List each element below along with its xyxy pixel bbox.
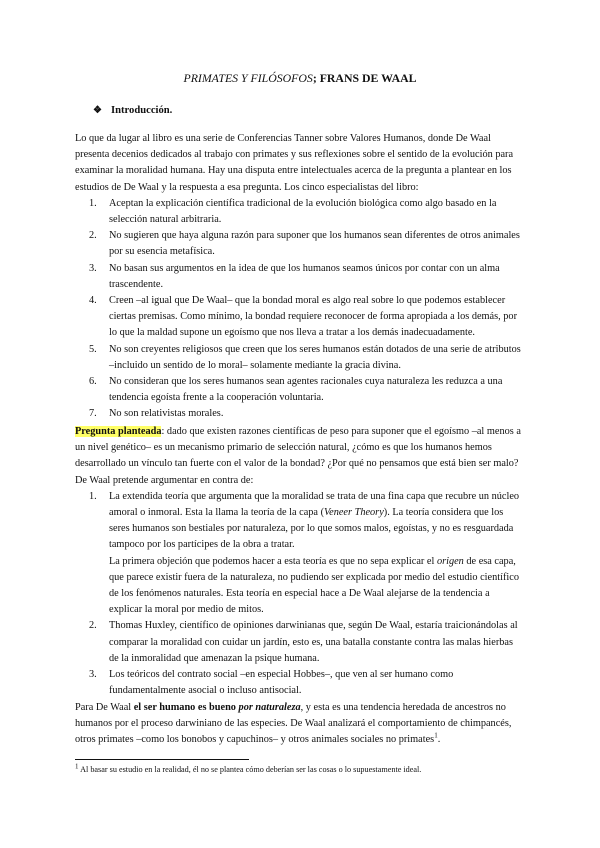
question-label: Pregunta planteada [75, 426, 162, 437]
title-author: FRANS DE WAAL [319, 71, 417, 85]
intro-block [75, 131, 525, 423]
footnote-ref[interactable]: 1 [434, 731, 438, 740]
list-number: 5. [89, 343, 97, 355]
list-item [75, 293, 525, 342]
diamond-bullet-icon: ❖ [93, 105, 102, 116]
list-item-text: No son creyentes religiosos que creen que los seres humanos están dotados de una serie de atributos –incluido un sentido de lo moral– solamente mediante la gracia divina. [109, 343, 521, 371]
list-number: 7. [89, 408, 97, 420]
closing-bold-italic: por naturaleza [235, 702, 301, 713]
closing-block [75, 700, 525, 749]
question-text: : dado que existen razones científicas de peso para suponer que el egoísmo –al menos a un nivel genético– es un mecanismo primario de selección natural, ¿cómo es que los humanos hemos desarrollado un vínculo tan fuerte con el valor de la bondad? ¿Por qué no pensamos que está bien ser malo? [75, 426, 521, 470]
list-item [75, 374, 525, 406]
closing-text: , y esta es una tendencia heredada de ancestros no humanos por el proceso darwiniano de las especies. De Waal analizará el comportamiento de chimpancés, otros primates –como los bonobos y capuchinos– y otros animales sociales no primates [75, 702, 512, 746]
list-item-text: No consideran que los seres humanos sean agentes racionales cuya naturaleza les reduzca a una tendencia egoísta frente a la cooperación voluntaria. [109, 376, 503, 404]
argument-text: Los teóricos del contrato social –en especial Hobbes–, que ven al ser humano como fundamentalmente asocial o incluso antisocial. [109, 669, 454, 697]
argument-text: ). La teoría considera que los seres humanos son bestiales por naturaleza, por lo que somos malos, egoístas, y no es resguardada tampoco por los partícipes de la obra a tratar. [109, 507, 514, 551]
list-item [75, 261, 525, 293]
footnote-divider [75, 759, 249, 760]
intro-paragraph: Lo que da lugar al libro es una serie de Conferencias Tanner sobre Valores Humanos, donde De Waal presenta decenios dedicados al trabajo con primates y sus reflexiones sobre el sentido de la evolución para examinar la moralidad humana. Hay una disputa entre intelectuales acerca de la pregunta a plantear en los estudios de De Waal y la respuesta a esa pregunta. Los cinco especialistas del libro: [75, 133, 514, 193]
list-number: 3. [89, 262, 97, 274]
list-number: 4. [89, 295, 97, 307]
list-item [75, 489, 525, 619]
list-number: 3. [89, 669, 97, 681]
title-separator: ; [312, 71, 320, 85]
closing-text: Para De Waal [75, 702, 134, 713]
footnote-text: Al basar su estudio en la realidad, él no se plantea cómo deberían ser las cosas o lo supuestamente ideal. [78, 765, 422, 774]
list-item-text: No son relativistas morales. [109, 408, 224, 420]
title-book: PRIMATES Y FILÓSOFOS [183, 71, 313, 85]
list-item [75, 406, 525, 422]
list-item [75, 196, 525, 228]
document-title [0, 70, 600, 86]
list-number: 1. [89, 197, 97, 209]
closing-paragraph [75, 700, 525, 749]
list-number: 1. [89, 490, 97, 502]
list-item [75, 342, 525, 374]
list-number: 6. [89, 376, 97, 388]
arguments-list [75, 489, 525, 700]
list-item [75, 618, 525, 667]
footnote [75, 764, 535, 775]
argument-text: La extendida teoría que argumenta que la moralidad se trata de una fina capa que recubre un núcleo amoral o inmoral. Esta la llama la teoría de la capa ( [109, 490, 520, 519]
argument-text: Thomas Huxley, científico de opiniones darwinianas que, según De Waal, estaría traicionándolas al comparar la moralidad con cuidar un jardín, esto es, una batalla constante contra las malas hierbas de la inmoralidad que amenazan la psique humana. [109, 620, 518, 664]
argument-continuation: de esa capa, que parece existir fuera de la naturaleza, no pudiendo ser explicada por medio del estudio científico de los fenómenos naturales. Esta teoría en especial hace a De Waal alejarse de la tendencia a explicar la moral por medio de mitos. [109, 555, 519, 616]
section-heading [93, 103, 172, 119]
list-item-text: No sugieren que haya alguna razón para suponer que los humanos sean diferentes de otros animales por su esencia metafísica. [109, 230, 520, 258]
footnote-mark: 1 [75, 762, 79, 771]
argue-intro: De Waal pretende argumentar en contra de: [75, 474, 254, 486]
list-item-text: Aceptan la explicación científica tradicional de la evolución biológica como algo basado en la selección natural arbitraria. [109, 197, 497, 226]
closing-text: . [437, 734, 441, 746]
list-item [75, 667, 525, 699]
closing-bold: el ser humano es bueno [133, 702, 236, 713]
list-item-text: No basan sus argumentos en la idea de que los humanos seamos únicos por contar con un alma trascendente. [109, 262, 500, 290]
argument-italic: Veneer Theory [324, 507, 384, 519]
list-number: 2. [89, 230, 97, 242]
question-block [75, 424, 525, 699]
section-heading-text: Introducción. [111, 105, 173, 116]
list-number: 2. [89, 620, 97, 632]
list-item-text: Creen –al igual que De Waal– que la bondad moral es algo real sobre lo que podemos establecer ciertas premisas. Como mínimo, la bondad requiere reconocer de forma apropiada a los demás, por lo que la maldad supone un egoísmo que nos lleva a tratar a los demás inadecuadamente. [109, 295, 518, 339]
list-item [75, 228, 525, 260]
specialists-list [75, 196, 525, 423]
question-paragraph [75, 424, 525, 473]
argument-italic: origen [436, 555, 464, 567]
argument-continuation: La primera objeción que podemos hacer a esta teoría es que no sepa explicar el [109, 555, 437, 567]
